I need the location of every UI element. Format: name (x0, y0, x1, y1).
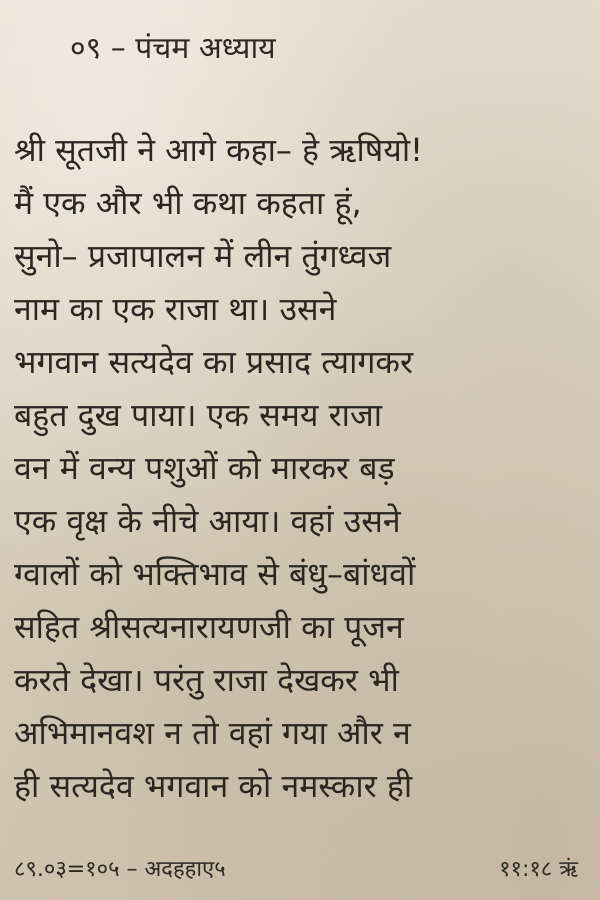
chapter-title: ०९ – पंचम अध्याय (70, 31, 276, 66)
chapter-text[interactable] (14, 124, 594, 814)
text-line: श्री सूतजी ने आगे कहा– हे ऋषियो! (14, 131, 423, 169)
text-line: भगवान सत्यदेव का प्रसाद त्यागकर (14, 343, 414, 381)
text-line: करते देखा। परंतु राजा देखकर भी (14, 661, 399, 699)
text-line: मैं एक और भी कथा कहता हूं, (14, 184, 362, 222)
text-line: ही सत्यदेव भगवान को नमस्कार ही (14, 767, 413, 805)
text-line: नाम का एक राजा था। उसने (14, 290, 337, 328)
clock-text: ११:१८ ऋं (499, 857, 578, 882)
text-line: सहित श्रीसत्यनारायणजी का पूजन (14, 608, 404, 646)
page-progress-text: ८९.०३=१०५ – अदहहाए५ (14, 857, 226, 882)
text-line: वन में वन्य पशुओं को मारकर बड़ (14, 449, 395, 487)
text-line: सुनो– प्रजापालन में लीन तुंगध्वज (14, 237, 392, 275)
status-footer (0, 850, 600, 890)
text-line: बहुत दुख पाया। एक समय राजा (14, 396, 382, 434)
text-line: अभिमानवश न तो वहां गया और न (14, 714, 411, 752)
text-line: एक वृक्ष के नीचे आया। वहां उसने (14, 502, 401, 540)
text-line: ग्वालों को भक्तिभाव से बंधु–बांधवों (14, 555, 416, 593)
